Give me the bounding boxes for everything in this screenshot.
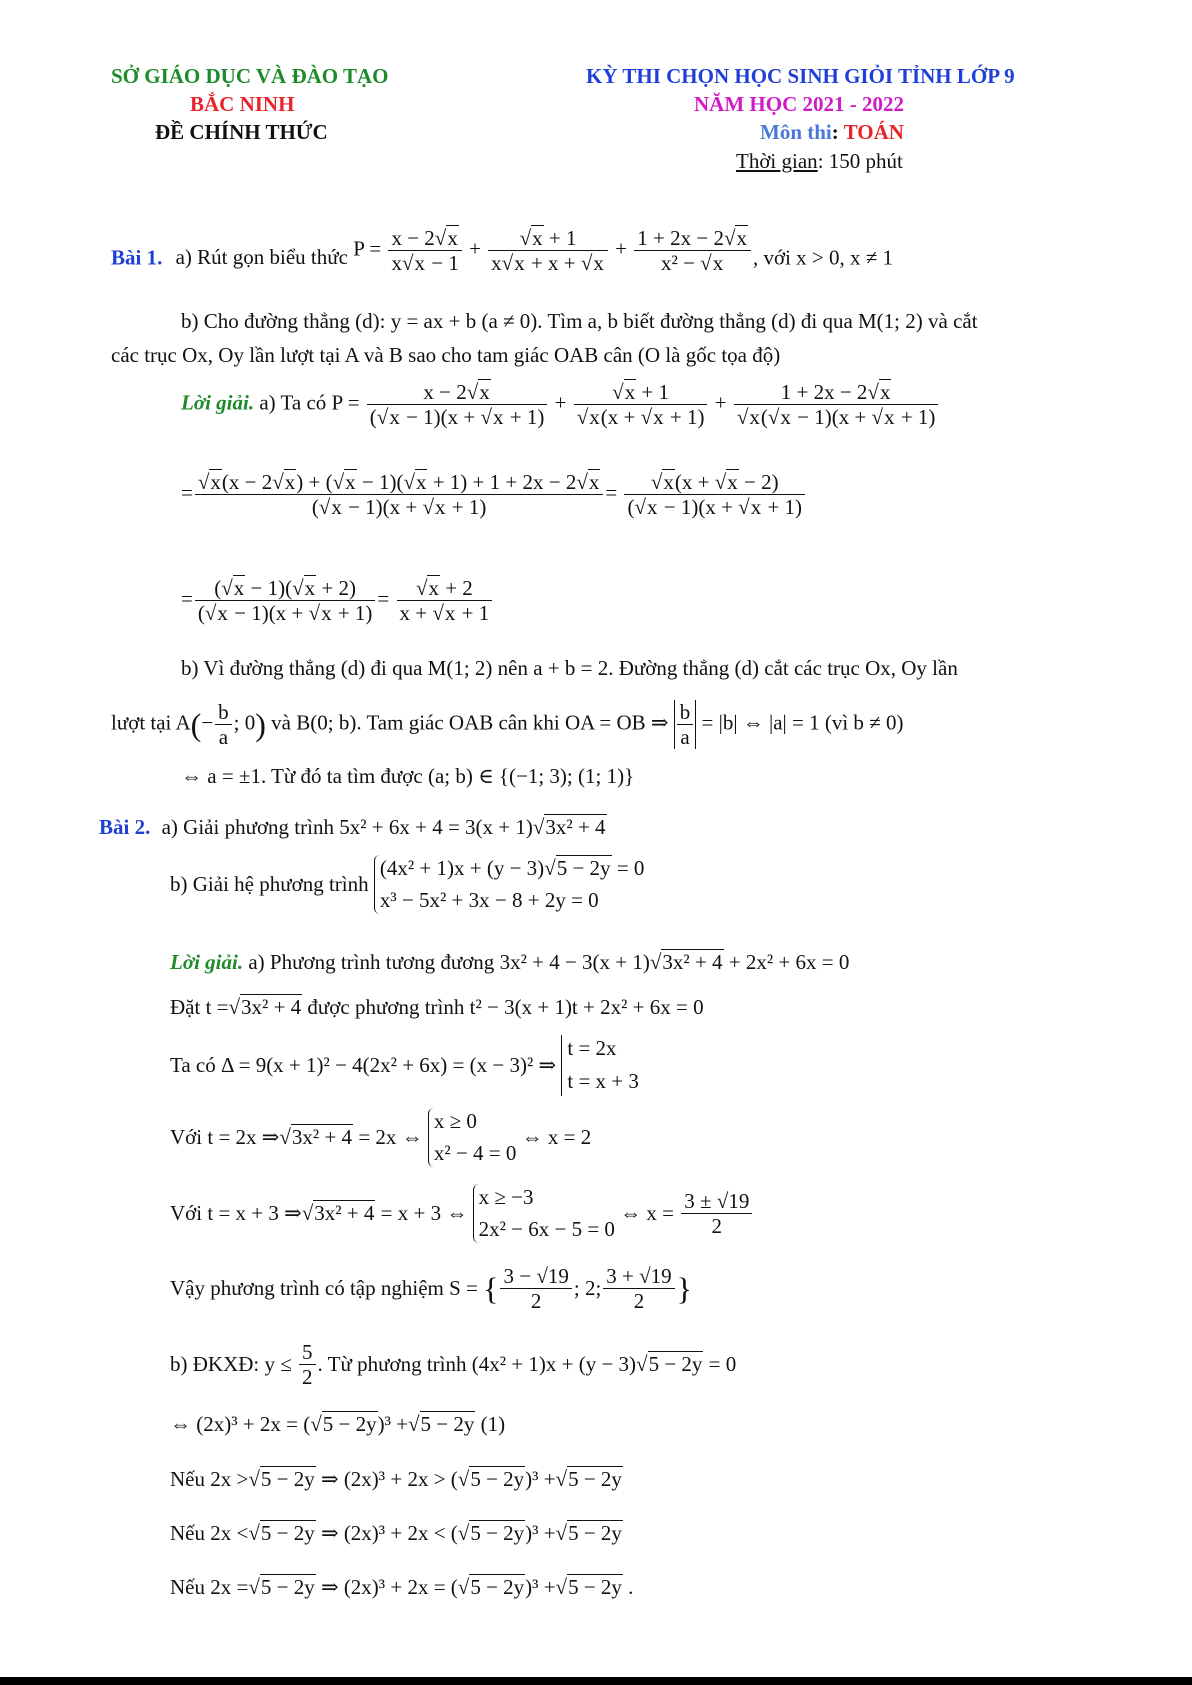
rad-if2-c: 5 − 2y: [568, 1521, 622, 1545]
rad-5-2y-b: 5 − 2y: [648, 1352, 703, 1377]
rad-3x2: 3x² + 4: [545, 815, 606, 839]
sol-b-l2b: và B(0; b). Tam giác OAB cân khi OA = OB ⇒: [271, 710, 669, 735]
sol-b1-den: 2: [302, 1365, 313, 1390]
delta-text: Ta có Δ = 9(x + 1)² − 4(2x² + 6x) = (x − 3)² ⇒: [170, 1052, 557, 1077]
rad-5-2y-d: 5 − 2y: [420, 1412, 475, 1436]
rad-3x2-b: 3x² + 4: [662, 950, 723, 974]
bai2-sol-b1: b) ĐKXĐ: y ≤ $\frac{5}{2}$ . Từ phương trình (4x² + 1)x + (y − 3)√5 − 2y = 0: [170, 1340, 737, 1390]
page-bottom-border: [0, 1677, 1192, 1685]
subject: Môn thi: TOÁN: [760, 120, 904, 144]
with1-b: = 2x ⇔: [353, 1124, 423, 1149]
bai2-if3: Nếu 2x =√5 − 2y ⇒ (2x)³ + 2x = (√5 − 2y)³ +√5 − 2y .: [170, 1575, 634, 1599]
rad-3x2-d: 3x² + 4: [291, 1124, 353, 1149]
subject-label: Môn thi: [760, 120, 832, 144]
bai1-a-cond: , với x > 0, x ≠ 1: [752, 245, 894, 270]
sol-b1-a: b) ĐKXĐ: y ≤: [170, 1352, 292, 1377]
bai2-label: Bài 2.: [99, 815, 151, 839]
sol-b1-b: . Từ phương trình (4x² + 1)x + (y − 3): [317, 1352, 637, 1377]
if3-b: ⇒ (2x)³ + 2x = (: [315, 1575, 458, 1599]
province-name: BẮC NINH: [190, 92, 295, 116]
with2-a: Với t = x + 3 ⇒: [170, 1200, 302, 1225]
sol-b1-num: 5: [299, 1340, 316, 1365]
school-year: NĂM HỌC 2021 - 2022: [694, 92, 904, 116]
case-bracket: [561, 1035, 639, 1096]
if2-tail: )³ +: [525, 1521, 556, 1545]
with1-a: Với t = 2x ⇒: [170, 1124, 280, 1149]
solution-label-2: Lời giải.: [170, 950, 244, 974]
if1-a: Nếu 2x >: [170, 1467, 249, 1491]
conclude-text: Vậy phương trình có tập nghiệm S =: [170, 1276, 478, 1301]
rad-3x2-e: 3x² + 4: [314, 1200, 375, 1225]
case-t1: t = 2x: [567, 1036, 617, 1060]
s-plus-den: 2: [633, 1289, 645, 1314]
if1-b: ⇒ (2x)³ + 2x > (: [315, 1467, 458, 1491]
with1-c2: x² − 4 = 0: [433, 1141, 517, 1166]
rad-if1-a: 5 − 2y: [260, 1467, 315, 1491]
bai1-solution-b-line1: b) Vì đường thẳng (d) đi qua M(1; 2) nên a + b = 2. Đường thẳng (d) cắt các trục Ox, Oy lần: [181, 656, 958, 680]
dept-name: SỞ GIÁO DỤC VÀ ĐÀO TẠO: [111, 64, 389, 88]
if3-tail: )³ +: [525, 1575, 556, 1599]
bai1-label: Bài 1.: [111, 245, 163, 270]
rad-if3-a: 5 − 2y: [260, 1575, 315, 1599]
s-plus-num: 3 + √19: [603, 1264, 674, 1289]
sys-eq1: (4x² + 1)x + (y − 3): [379, 856, 545, 880]
if2-a: Nếu 2x <: [170, 1521, 249, 1545]
bai2-with2: Với t = x + 3 ⇒√3x² + 4 = x + 3 ⇔ x ≥ −3 2x² − 6x − 5 = 0 ⇔ x = $\frac{3 \pm √19}{2}$: [170, 1184, 754, 1243]
bai2-with1: Với t = 2x ⇒√3x² + 4 = 2x ⇔ x ≥ 0 x² − 4 = 0 ⇔ x = 2: [170, 1109, 592, 1166]
bai2-sol-set-t: Đặt t =√3x² + 4 được phương trình t² − 3(x + 1)t + 2x² + 6x = 0: [170, 995, 704, 1019]
bai1-solution-b-line2: lượt tại A(− $\frac{b}{a}$ ; 0) và B(0; b). Tam giác OAB cân khi OA = OB ⇒ $\frac{b}{a}$ = |b| ⇔ |a| = 1 (vì b ≠ 0): [111, 700, 904, 750]
bai1-question-a: Bài 1. a) Rút gọn biểu thức P = $\frac{x - 2√x}{x√x - 1}$ + $\frac{√x + 1}{x√x + x + √x}$ + $\frac{1 + 2x - 2√x}{\text{x² − √x}}$ , với x > 0, x ≠ 1: [111, 226, 894, 276]
set-t-a: Đặt t =: [170, 995, 229, 1019]
case-t2: t = x + 3: [567, 1069, 639, 1094]
eq1-a: ⇔ (2x)³ + 2x = (: [170, 1412, 311, 1436]
bai2-conclude: Vậy phương trình có tập nghiệm S = { $\frac{3 - √19}{2}$ ; 2; $\frac{3 + √19}{2}$ }: [170, 1264, 693, 1314]
official-label: ĐỀ CHÍNH THỨC: [155, 120, 328, 144]
bai1-a-text: a) Rút gọn biểu thức: [175, 245, 348, 270]
subject-value: TOÁN: [843, 120, 904, 144]
sol-a1-eq: 3x² + 4 − 3(x + 1): [499, 950, 650, 974]
rad-if1-b: 5 − 2y: [470, 1467, 525, 1491]
bai2-sol-delta: [170, 1035, 639, 1096]
sol-a1-end: + 2x² + 6x = 0: [723, 950, 850, 974]
with1-end: ⇔ x = 2: [521, 1124, 592, 1149]
bai2-a-text: a) Giải phương trình: [161, 815, 334, 839]
bai2-eq1: ⇔ (2x)³ + 2x = (√5 − 2y)³ +√5 − 2y (1): [170, 1412, 506, 1436]
rad-if2-b: 5 − 2y: [470, 1521, 525, 1545]
bai1-solution-b-line3: ⇔ a = ±1. Từ đó ta tìm được (a; b) ∈ {(−1; 3); (1; 1)}: [181, 764, 635, 788]
sol-b1-end: = 0: [703, 1352, 737, 1377]
bai2-if1: Nếu 2x >√5 − 2y ⇒ (2x)³ + 2x > (√5 − 2y)³ +√5 − 2y: [170, 1467, 622, 1491]
sol-b-l2a: lượt tại: [111, 710, 172, 735]
exam-time: [736, 149, 903, 174]
with2-b: = x + 3 ⇔: [375, 1200, 468, 1225]
if3-dot: .: [622, 1575, 634, 1599]
bai1-question-b: b) Cho đường thẳng (d): y = ax + b (a ≠ 0). Tìm a, b biết đường thẳng (d) đi qua M(1; 2) và cắt: [181, 309, 978, 333]
with2-end: ⇔ x =: [620, 1200, 675, 1225]
bai1-solution-a-line3: = $\frac{(√x - 1)(√x + 2)}{(√x - 1)(x + √x + 1)}$ = $\frac{√x + 2}{x + √x + 1}$: [181, 576, 494, 625]
bai1-question-b-2: các trục Ox, Oy lần lượt tại A và B sao cho tam giác OAB cân (O là gốc tọa độ): [111, 343, 781, 367]
bai2-b-text: b) Giải hệ phương trình: [170, 871, 369, 896]
rad-if2-a: 5 − 2y: [260, 1521, 315, 1545]
time-label: Thời gian: [736, 149, 818, 173]
if2-b: ⇒ (2x)³ + 2x < (: [315, 1521, 458, 1545]
sol-a-intro: a) Ta có: [259, 390, 327, 415]
time-value: : 150 phút: [817, 149, 903, 173]
bai1-solution-a-line2: = $\frac{√x(x - 2√x) + (√x - 1)(√x + 1) + 1 + 2x - 2√x}{(√x - 1)(x + √x + 1)}$ = $\frac{√x(x + √x - 2)}{(√x - 1)(x + √x + 1)}$: [181, 470, 807, 519]
with1-brace: [428, 1108, 516, 1167]
eq1-b: )³ +: [377, 1412, 408, 1436]
sol-a1-text: a) Phương trình tương đương: [248, 950, 495, 974]
with2-c1: x ≥ −3: [478, 1185, 534, 1209]
exam-title: KỲ THI CHỌN HỌC SINH GIỎI TỈNH LỚP 9: [586, 64, 1015, 88]
with2-brace: [473, 1184, 615, 1243]
rad-if1-c: 5 − 2y: [568, 1467, 622, 1491]
rad-if3-b: 5 − 2y: [470, 1575, 525, 1599]
s-minus-den: 2: [530, 1289, 542, 1314]
sys-eq1-end: = 0: [611, 856, 645, 880]
if3-a: Nếu 2x =: [170, 1575, 249, 1599]
system-brace: (4x² + 1)x + (y − 3)√5 − 2y = 0 x³ − 5x² + 3x − 8 + 2y = 0: [374, 855, 645, 914]
bai2-question-b: [170, 855, 644, 914]
rad-5-2y: 5 − 2y: [556, 856, 611, 880]
s-mid: ; 2;: [573, 1276, 602, 1301]
s-minus-num: 3 − √19: [500, 1264, 571, 1289]
sys-eq2: x³ − 5x² + 3x − 8 + 2y = 0: [379, 888, 599, 913]
sol-b-l2c: = |b| ⇔ |a| = 1 (vì b ≠ 0): [701, 710, 904, 735]
with1-c1: x ≥ 0: [433, 1109, 477, 1133]
bai2-a-eq: 5x² + 6x + 4 = 3(x + 1): [339, 815, 533, 839]
if1-tail: )³ +: [525, 1467, 556, 1491]
bai1-solution-a-line1: Lời giải. a) Ta có P = $\frac{x - 2√x}{(√x - 1)(x + √x + 1)}$ + $\frac{√x + 1}{√x(x + √x + 1)}$ + $\frac{1 + 2x - 2√x}{√x(√x - 1)(x + √x + 1)}$: [181, 380, 940, 429]
eq1-c: (1): [475, 1412, 506, 1436]
with2-c2: 2x² − 6x − 5 = 0: [478, 1217, 615, 1242]
bai2-if2: Nếu 2x <√5 − 2y ⇒ (2x)³ + 2x < (√5 − 2y)³ +√5 − 2y: [170, 1521, 622, 1545]
frac-pm-den: 2: [711, 1213, 723, 1238]
rad-5-2y-c: 5 − 2y: [322, 1412, 377, 1436]
set-t-b: được phương trình t² − 3(x + 1)t + 2x² + 6x = 0: [302, 995, 704, 1019]
rad-3x2-c: 3x² + 4: [241, 995, 302, 1019]
frac-pm-num: 3 ± √19: [681, 1189, 752, 1214]
rad-if3-c: 5 − 2y: [568, 1575, 622, 1599]
bai2-question-a: Bài 2. a) Giải phương trình 5x² + 6x + 4 = 3(x + 1)√3x² + 4: [99, 815, 606, 839]
bai2-sol-a1: Lời giải. a) Phương trình tương đương 3x² + 4 − 3(x + 1)√3x² + 4 + 2x² + 6x = 0: [170, 950, 850, 974]
solution-label: Lời giải.: [181, 390, 255, 415]
